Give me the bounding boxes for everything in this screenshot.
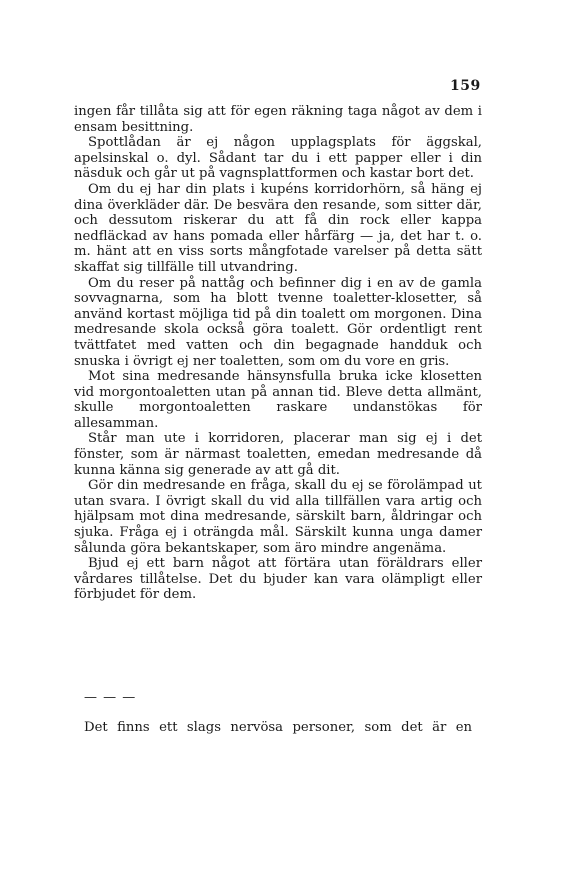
paragraph: Om du ej har din plats i kupéns korridorhörn, så häng ej dina överkläder där. De besvära den resande, som sitter där, och dessutom riskerar du att få din rock eller kappa nedfläckad av hans pomada eller hårfärg — ja, det har t. o. m. hänt att en viss sorts mångfotade varelser på detta sätt skaffat sig tillfälle till utvandring. (74, 181, 482, 275)
paragraph: Mot sina medresande hänsynsfulla bruka icke klosetten vid morgontoaletten utan på annan tid. Bleve detta allmänt, skulle morgontoaletten raskare undanstökas för allesamman. (74, 369, 482, 431)
paragraph: Gör din medresande en fråga, skall du ej se förolämpad ut utan svara. I övrigt skall du vid alla tillfällen vara artig och hjälpsam mot dina medresande, särskilt barn, åldringar och sjuka. Fråga ej i oträngda mål. Särskilt kunna unga damer sålunda göra bekantskaper, som äro mindre angenäma. (74, 478, 482, 556)
body-text (74, 104, 482, 603)
paragraph: Står man ute i korridoren, placerar man sig ej i det fönster, som är närmast toaletten, emedan medresande då kunna känna sig generade av att gå dit. (74, 431, 482, 478)
paragraph: Spottlådan är ej någon upplagsplats för äggskal, apelsinskal o. dyl. Sådant tar du i ett papper eller i din näsduk och går ut på vagnsplattformen och kastar bort det. (74, 135, 482, 182)
paragraph: ingen får tillåta sig att för egen räkning taga något av dem i ensam besittning. (74, 104, 482, 135)
paragraph: Bjud ej ett barn något att förtära utan föräldrars eller vårdares tillåtelse. Det du bjuder kan vara olämpligt eller förbjudet för dem. (74, 556, 482, 603)
paragraph: Om du reser på nattåg och befinner dig i en av de gamla sovvagnarna, som ha blott tvenne toaletter-klosetter, så använd kortast möjliga tid på din toalett om morgonen. Dina medresande skola också göra toalett. Gör ordentligt rent tvättfatet med vatten och din begagnade handduk och snuska i övrigt ej ner toaletten, som om du vore en gris. (74, 275, 482, 369)
section-divider: — — — (84, 690, 137, 705)
trailing-line: Det finns ett slags nervösa personer, som det är en (84, 720, 472, 735)
page-number: 159 (450, 78, 481, 94)
